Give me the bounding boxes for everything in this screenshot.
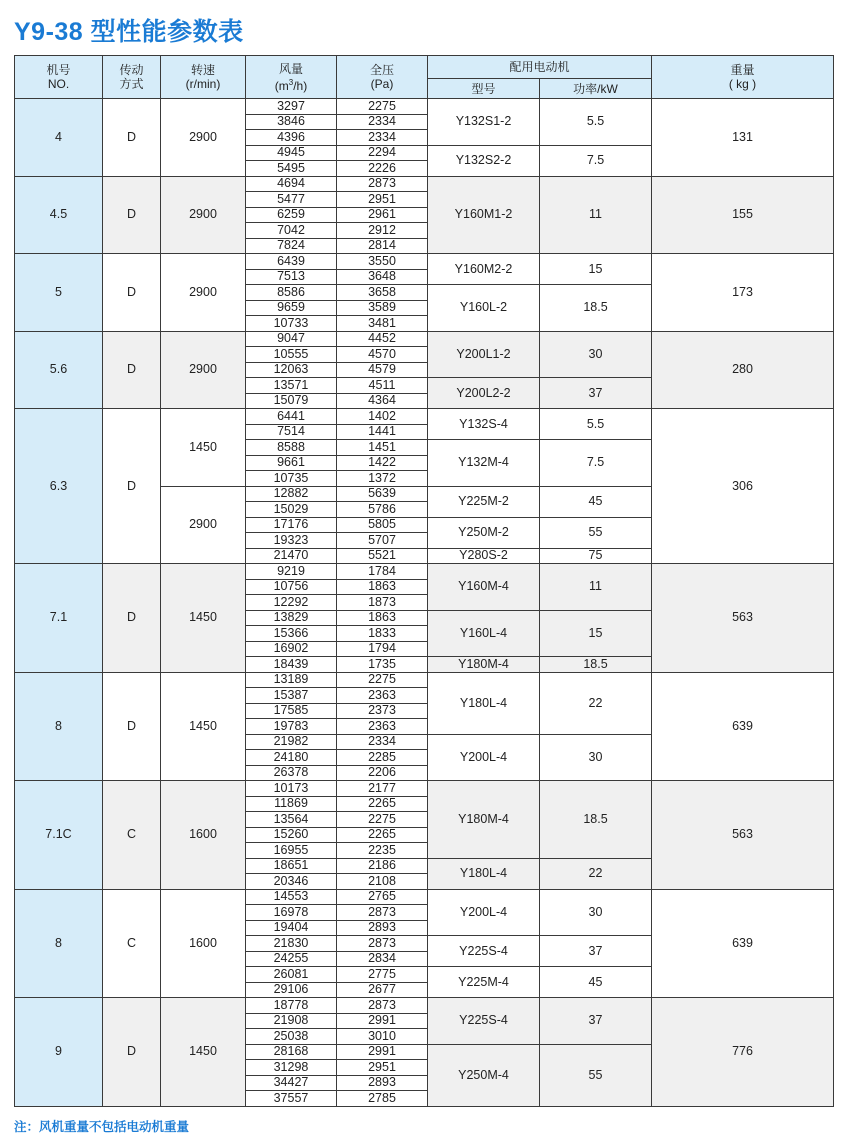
flow-cell: 3297 <box>246 99 337 115</box>
flow-cell: 12882 <box>246 486 337 502</box>
header-motor-group: 配用电动机 <box>428 56 652 79</box>
pressure-cell: 2373 <box>337 703 428 719</box>
speed-cell: 2900 <box>161 331 246 409</box>
flow-cell: 9661 <box>246 455 337 471</box>
flow-cell: 37557 <box>246 1091 337 1107</box>
motor-power-cell: 37 <box>540 378 652 409</box>
speed-cell: 2900 <box>161 254 246 332</box>
flow-cell: 31298 <box>246 1060 337 1076</box>
performance-table <box>14 55 834 1107</box>
motor-power-cell: 18.5 <box>540 285 652 332</box>
flow-cell: 4945 <box>246 145 337 161</box>
speed-cell: 1450 <box>161 672 246 781</box>
machine-no-cell: 6.3 <box>15 409 103 564</box>
speed-cell: 2900 <box>161 176 246 254</box>
motor-model-cell: Y225S-4 <box>428 936 540 967</box>
flow-cell: 21982 <box>246 734 337 750</box>
flow-cell: 6441 <box>246 409 337 425</box>
flow-cell: 13571 <box>246 378 337 394</box>
drive-mode-cell: C <box>103 889 161 998</box>
pressure-cell: 5707 <box>337 533 428 549</box>
motor-model-cell: Y160M1-2 <box>428 176 540 254</box>
pressure-cell: 5805 <box>337 517 428 533</box>
weight-cell: 639 <box>652 672 834 781</box>
flow-cell: 7514 <box>246 424 337 440</box>
pressure-cell: 2873 <box>337 905 428 921</box>
pressure-cell: 3481 <box>337 316 428 332</box>
motor-model-cell: Y132S1-2 <box>428 99 540 146</box>
pressure-cell: 2961 <box>337 207 428 223</box>
motor-model-cell: Y132S-4 <box>428 409 540 440</box>
pressure-cell: 3550 <box>337 254 428 270</box>
drive-mode-cell: D <box>103 564 161 673</box>
machine-no-cell: 9 <box>15 998 103 1107</box>
pressure-cell: 2206 <box>337 765 428 781</box>
motor-model-cell: Y132S2-2 <box>428 145 540 176</box>
flow-cell: 10555 <box>246 347 337 363</box>
motor-power-cell: 18.5 <box>540 657 652 673</box>
pressure-cell: 5521 <box>337 548 428 564</box>
weight-cell: 280 <box>652 331 834 409</box>
flow-cell: 19323 <box>246 533 337 549</box>
pressure-cell: 2873 <box>337 998 428 1014</box>
motor-power-cell: 45 <box>540 967 652 998</box>
motor-power-cell: 18.5 <box>540 781 652 859</box>
page-title: Y9-38 型性能参数表 <box>14 18 244 46</box>
machine-no-cell: 8 <box>15 889 103 998</box>
pressure-cell: 2893 <box>337 920 428 936</box>
flow-cell: 15079 <box>246 393 337 409</box>
machine-no-cell: 7.1 <box>15 564 103 673</box>
motor-power-cell: 55 <box>540 517 652 548</box>
pressure-cell: 2785 <box>337 1091 428 1107</box>
pressure-cell: 4364 <box>337 393 428 409</box>
drive-mode-cell: D <box>103 331 161 409</box>
pressure-cell: 1372 <box>337 471 428 487</box>
pressure-cell: 2991 <box>337 1044 428 1060</box>
table-row <box>15 564 834 580</box>
pressure-cell: 2275 <box>337 812 428 828</box>
motor-model-cell: Y200L-4 <box>428 889 540 936</box>
header-motor-power: 功率/kW <box>540 79 652 99</box>
flow-cell: 25038 <box>246 1029 337 1045</box>
table-row <box>15 889 834 905</box>
motor-model-cell: Y132M-4 <box>428 440 540 487</box>
motor-model-cell: Y225M-2 <box>428 486 540 517</box>
table-row <box>15 409 834 425</box>
speed-cell: 1600 <box>161 781 246 890</box>
flow-cell: 15260 <box>246 827 337 843</box>
pressure-cell: 2334 <box>337 734 428 750</box>
flow-cell: 13564 <box>246 812 337 828</box>
pressure-cell: 3658 <box>337 285 428 301</box>
header-motor-model: 型号 <box>428 79 540 99</box>
flow-cell: 16955 <box>246 843 337 859</box>
flow-cell: 8588 <box>246 440 337 456</box>
pressure-cell: 2108 <box>337 874 428 890</box>
flow-cell: 20346 <box>246 874 337 890</box>
pressure-cell: 2275 <box>337 672 428 688</box>
speed-cell: 2900 <box>161 99 246 177</box>
pressure-cell: 1735 <box>337 657 428 673</box>
motor-power-cell: 22 <box>540 672 652 734</box>
motor-model-cell: Y225S-4 <box>428 998 540 1045</box>
flow-cell: 28168 <box>246 1044 337 1060</box>
weight-cell: 776 <box>652 998 834 1107</box>
motor-model-cell: Y200L2-2 <box>428 378 540 409</box>
pressure-cell: 2294 <box>337 145 428 161</box>
pressure-cell: 2265 <box>337 827 428 843</box>
flow-cell: 18439 <box>246 657 337 673</box>
motor-power-cell: 11 <box>540 564 652 611</box>
pressure-cell: 1873 <box>337 595 428 611</box>
pressure-cell: 1441 <box>337 424 428 440</box>
header-speed: 转速 (r/min) <box>161 56 246 99</box>
flow-cell: 10735 <box>246 471 337 487</box>
pressure-cell: 2177 <box>337 781 428 797</box>
flow-cell: 7042 <box>246 223 337 239</box>
pressure-cell: 1863 <box>337 579 428 595</box>
motor-model-cell: Y160M-4 <box>428 564 540 611</box>
flow-cell: 14553 <box>246 889 337 905</box>
flow-cell: 26081 <box>246 967 337 983</box>
flow-cell: 21470 <box>246 548 337 564</box>
flow-cell: 6259 <box>246 207 337 223</box>
motor-model-cell: Y160M2-2 <box>428 254 540 285</box>
motor-power-cell: 7.5 <box>540 145 652 176</box>
pressure-cell: 4511 <box>337 378 428 394</box>
motor-model-cell: Y280S-2 <box>428 548 540 564</box>
motor-model-cell: Y250M-4 <box>428 1044 540 1106</box>
pressure-cell: 2226 <box>337 161 428 177</box>
pressure-cell: 2334 <box>337 114 428 130</box>
flow-cell: 24180 <box>246 750 337 766</box>
motor-power-cell: 11 <box>540 176 652 254</box>
pressure-cell: 2951 <box>337 192 428 208</box>
motor-model-cell: Y180M-4 <box>428 781 540 859</box>
flow-cell: 12292 <box>246 595 337 611</box>
flow-cell: 21908 <box>246 1013 337 1029</box>
motor-power-cell: 7.5 <box>540 440 652 487</box>
flow-cell: 7824 <box>246 238 337 254</box>
flow-cell: 9659 <box>246 300 337 316</box>
pressure-cell: 2814 <box>337 238 428 254</box>
pressure-cell: 5639 <box>337 486 428 502</box>
pressure-cell: 2951 <box>337 1060 428 1076</box>
motor-power-cell: 30 <box>540 734 652 781</box>
machine-no-cell: 4 <box>15 99 103 177</box>
motor-power-cell: 15 <box>540 254 652 285</box>
pressure-cell: 4579 <box>337 362 428 378</box>
motor-power-cell: 30 <box>540 889 652 936</box>
machine-no-cell: 5.6 <box>15 331 103 409</box>
pressure-cell: 5786 <box>337 502 428 518</box>
table-body <box>15 99 834 1107</box>
flow-cell: 15366 <box>246 626 337 642</box>
motor-power-cell: 75 <box>540 548 652 564</box>
motor-power-cell: 37 <box>540 998 652 1045</box>
flow-cell: 4396 <box>246 130 337 146</box>
pressure-cell: 4570 <box>337 347 428 363</box>
flow-cell: 10733 <box>246 316 337 332</box>
weight-cell: 306 <box>652 409 834 564</box>
weight-cell: 563 <box>652 564 834 673</box>
pressure-cell: 1451 <box>337 440 428 456</box>
pressure-cell: 2235 <box>337 843 428 859</box>
speed-cell: 1450 <box>161 409 246 487</box>
motor-model-cell: Y225M-4 <box>428 967 540 998</box>
pressure-cell: 2873 <box>337 936 428 952</box>
flow-cell: 10756 <box>246 579 337 595</box>
motor-power-cell: 37 <box>540 936 652 967</box>
flow-cell: 12063 <box>246 362 337 378</box>
pressure-cell: 2873 <box>337 176 428 192</box>
drive-mode-cell: D <box>103 998 161 1107</box>
header-pressure: 全压 (Pa) <box>337 56 428 99</box>
flow-cell: 21830 <box>246 936 337 952</box>
flow-cell: 11869 <box>246 796 337 812</box>
drive-mode-cell: D <box>103 672 161 781</box>
motor-power-cell: 5.5 <box>540 99 652 146</box>
weight-cell: 639 <box>652 889 834 998</box>
flow-cell: 6439 <box>246 254 337 270</box>
motor-power-cell: 45 <box>540 486 652 517</box>
flow-cell: 29106 <box>246 982 337 998</box>
motor-power-cell: 5.5 <box>540 409 652 440</box>
motor-model-cell: Y180L-4 <box>428 672 540 734</box>
flow-cell: 18778 <box>246 998 337 1014</box>
weight-cell: 173 <box>652 254 834 332</box>
weight-cell: 563 <box>652 781 834 890</box>
table-row <box>15 254 834 270</box>
speed-cell: 1600 <box>161 889 246 998</box>
pressure-cell: 2285 <box>337 750 428 766</box>
table-row <box>15 781 834 797</box>
speed-cell: 2900 <box>161 486 246 564</box>
speed-cell: 1450 <box>161 998 246 1107</box>
pressure-cell: 1784 <box>337 564 428 580</box>
footnote: 注：风机重量不包括电动机重量 <box>14 1120 190 1134</box>
pressure-cell: 1794 <box>337 641 428 657</box>
weight-cell: 155 <box>652 176 834 254</box>
drive-mode-cell: D <box>103 176 161 254</box>
drive-mode-cell: D <box>103 254 161 332</box>
motor-model-cell: Y160L-4 <box>428 610 540 657</box>
weight-cell: 131 <box>652 99 834 177</box>
flow-cell: 15029 <box>246 502 337 518</box>
pressure-cell: 2334 <box>337 130 428 146</box>
pressure-cell: 2677 <box>337 982 428 998</box>
header-flow: 风量 $(m^3/h)$ <box>246 56 337 99</box>
flow-cell: 4694 <box>246 176 337 192</box>
pressure-cell: 2775 <box>337 967 428 983</box>
pressure-cell: 1863 <box>337 610 428 626</box>
motor-power-cell: 30 <box>540 331 652 378</box>
machine-no-cell: 4.5 <box>15 176 103 254</box>
flow-cell: 5477 <box>246 192 337 208</box>
header-drive-mode: 传动 方式 <box>103 56 161 99</box>
motor-model-cell: Y200L1-2 <box>428 331 540 378</box>
flow-cell: 34427 <box>246 1075 337 1091</box>
flow-cell: 26378 <box>246 765 337 781</box>
pressure-cell: 1422 <box>337 455 428 471</box>
flow-cell: 18651 <box>246 858 337 874</box>
header-machine-no: 机号 NO. <box>15 56 103 99</box>
flow-cell: 9219 <box>246 564 337 580</box>
flow-cell: 3846 <box>246 114 337 130</box>
flow-cell: 17176 <box>246 517 337 533</box>
flow-cell: 17585 <box>246 703 337 719</box>
pressure-cell: 3589 <box>337 300 428 316</box>
table-row <box>15 998 834 1014</box>
flow-cell: 15387 <box>246 688 337 704</box>
flow-cell: 16978 <box>246 905 337 921</box>
pressure-cell: 2765 <box>337 889 428 905</box>
motor-power-cell: 55 <box>540 1044 652 1106</box>
pressure-cell: 3010 <box>337 1029 428 1045</box>
flow-cell: 13829 <box>246 610 337 626</box>
pressure-cell: 2275 <box>337 99 428 115</box>
pressure-cell: 2186 <box>337 858 428 874</box>
motor-model-cell: Y200L-4 <box>428 734 540 781</box>
pressure-cell: 1833 <box>337 626 428 642</box>
motor-power-cell: 22 <box>540 858 652 889</box>
speed-cell: 1450 <box>161 564 246 673</box>
pressure-cell: 2991 <box>337 1013 428 1029</box>
flow-cell: 7513 <box>246 269 337 285</box>
flow-cell: 19404 <box>246 920 337 936</box>
flow-cell: 13189 <box>246 672 337 688</box>
machine-no-cell: 7.1C <box>15 781 103 890</box>
flow-cell: 10173 <box>246 781 337 797</box>
drive-mode-cell: C <box>103 781 161 890</box>
flow-cell: 5495 <box>246 161 337 177</box>
pressure-cell: 4452 <box>337 331 428 347</box>
motor-model-cell: Y180M-4 <box>428 657 540 673</box>
flow-cell: 19783 <box>246 719 337 735</box>
motor-model-cell: Y180L-4 <box>428 858 540 889</box>
motor-model-cell: Y160L-2 <box>428 285 540 332</box>
pressure-cell: 2912 <box>337 223 428 239</box>
motor-model-cell: Y250M-2 <box>428 517 540 548</box>
header-weight: 重量 ( kg ) <box>652 56 834 99</box>
pressure-cell: 3648 <box>337 269 428 285</box>
pressure-cell: 2363 <box>337 688 428 704</box>
pressure-cell: 1402 <box>337 409 428 425</box>
pressure-cell: 2265 <box>337 796 428 812</box>
table-row <box>15 331 834 347</box>
machine-no-cell: 5 <box>15 254 103 332</box>
drive-mode-cell: D <box>103 409 161 564</box>
drive-mode-cell: D <box>103 99 161 177</box>
table-row <box>15 672 834 688</box>
flow-cell: 16902 <box>246 641 337 657</box>
table-row <box>15 99 834 115</box>
pressure-cell: 2834 <box>337 951 428 967</box>
pressure-cell: 2363 <box>337 719 428 735</box>
machine-no-cell: 8 <box>15 672 103 781</box>
motor-power-cell: 15 <box>540 610 652 657</box>
flow-cell: 24255 <box>246 951 337 967</box>
pressure-cell: 2893 <box>337 1075 428 1091</box>
flow-cell: 8586 <box>246 285 337 301</box>
flow-cell: 9047 <box>246 331 337 347</box>
table-row <box>15 176 834 192</box>
